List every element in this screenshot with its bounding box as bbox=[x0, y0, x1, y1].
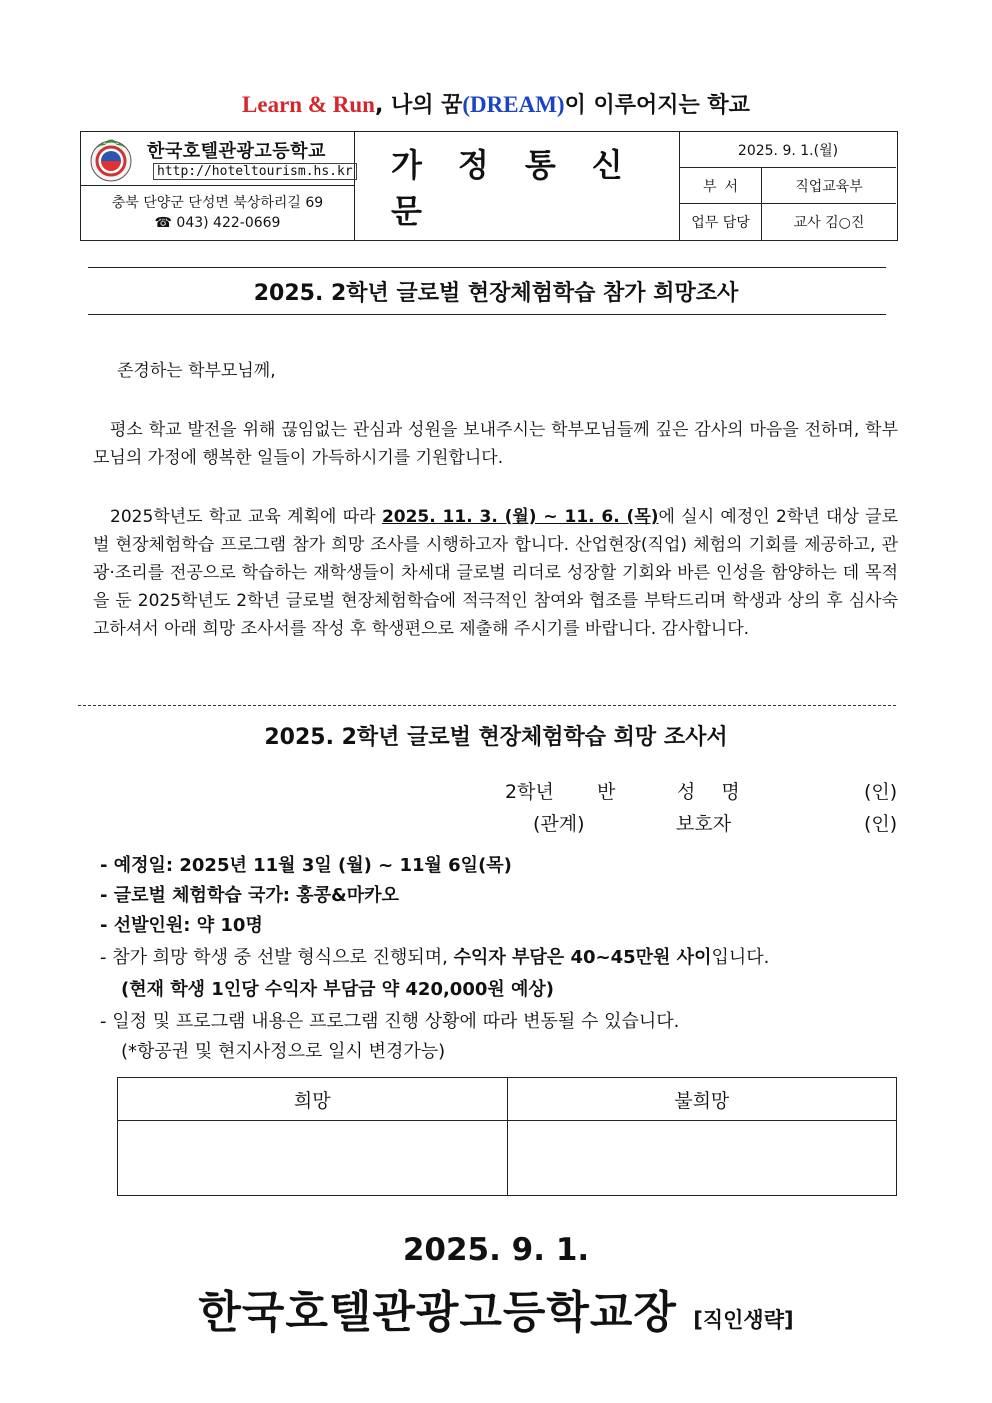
item-change: - 일정 및 프로그램 내용은 프로그램 진행 상황에 따라 변동될 수 있습니다. bbox=[100, 1011, 680, 1032]
department-value: 직업교육부 bbox=[762, 168, 896, 204]
staff-value: 교사 김○진 bbox=[793, 215, 865, 231]
item-cost-note bbox=[121, 976, 921, 1004]
form-relation: (관계) bbox=[533, 813, 585, 835]
item-quota-text: - 선발인원: 약 10명 bbox=[100, 915, 263, 936]
item-cost-post: 입니다. bbox=[711, 947, 770, 968]
paragraph-1: 평소 학교 발전을 위해 끊임없는 관심과 성원을 보내주시는 학부모님들께 깊은 감사의 마음을 전하며, 학부모님의 가정에 행복한 일들이 가득하시기를 기원합니다. bbox=[93, 420, 898, 468]
newsletter-title: 가정통신문 bbox=[355, 132, 680, 240]
greeting: 존경하는 학부모님께, bbox=[117, 361, 276, 381]
school-phone: ☎ 043) 422-0669 bbox=[154, 215, 281, 231]
form-guardian-seal: (인) bbox=[864, 813, 898, 835]
form-grade: 2학년 bbox=[505, 781, 554, 803]
footer-date: 2025. 9. 1. bbox=[402, 1232, 590, 1268]
item-quota bbox=[100, 912, 900, 940]
motto-dream: (DREAM) bbox=[462, 92, 565, 117]
item-country bbox=[100, 882, 900, 910]
letter-header bbox=[80, 131, 898, 241]
document-title: 2025. 2학년 글로벌 현장체험학습 참가 희망조사 bbox=[253, 281, 739, 306]
paragraph-2 bbox=[93, 503, 898, 643]
school-contact-cell bbox=[81, 186, 355, 240]
principal-title: 한국호텔관광고등학교장 bbox=[198, 1287, 677, 1338]
school-name: 한국호텔관광고등학교 bbox=[147, 141, 326, 162]
department-label: 부서 bbox=[680, 168, 762, 204]
title-top-rule bbox=[88, 267, 886, 268]
form-student-seal: (인) bbox=[864, 781, 898, 803]
motto-pre: 나의 꿈 bbox=[383, 93, 463, 118]
item-country-text: - 글로벌 체험학습 국가: 홍콩&마카오 bbox=[100, 885, 399, 906]
issue-date: 2025. 9. 1.(월) bbox=[680, 132, 896, 168]
title-bottom-rule bbox=[88, 314, 886, 315]
school-address: 충북 단양군 단성면 북상하리길 69 bbox=[111, 195, 324, 211]
form-title: 2025. 2학년 글로벌 현장체험학습 희망 조사서 bbox=[264, 725, 728, 750]
choice-no-box[interactable] bbox=[507, 1121, 897, 1196]
item-change-note: (*항공권 및 현지사정으로 일시 변경가능) bbox=[121, 1041, 446, 1062]
item-cost-bold: 수익자 부담은 40~45만원 사이 bbox=[453, 947, 712, 968]
choice-no-header: 불희망 bbox=[507, 1078, 897, 1121]
principal-signature bbox=[0, 1276, 992, 1340]
item-cost bbox=[100, 944, 900, 972]
staff-label: 업무 담당 bbox=[680, 204, 762, 240]
choice-yes-box[interactable] bbox=[118, 1121, 508, 1196]
form-class: 반 bbox=[597, 781, 616, 803]
motto-post: 이 이루어지는 학교 bbox=[564, 93, 750, 118]
item-cost-note-text: (현재 학생 1인당 수익자 부담금 약 420,000원 예상) bbox=[121, 979, 555, 1000]
choice-table bbox=[117, 1077, 897, 1196]
item-date bbox=[100, 852, 900, 880]
item-date-text: - 예정일: 2025년 11월 3일 (월) ~ 11월 6일(목) bbox=[100, 855, 512, 876]
paragraph-2-post: 에 실시 예정인 2학년 대상 글로벌 현장체험학습 프로그램 참가 희망 조사를 시행하고자 합니다. 산업현장(직업) 체험의 기회를 제공하고, 관광·조리를 전공으로 학습하는 재학생들이 차세대 글로벌 리더로 성장할 기회와 바른 인성을 함양하는 데 목적을 둔 2025학년도 2학년 글로벌 현장체험학습에 적극적인 참여와 협조를 부탁드리며 학생과 상의 후 심사숙고하셔서 아래 희망 조사서를 작성 후 학생편으로 제출해 주시기를 바랍니다. 감사합니다. bbox=[93, 507, 899, 639]
choice-yes-header: 희망 bbox=[118, 1078, 508, 1121]
cut-line bbox=[78, 705, 896, 706]
item-cost-pre: - 참가 희망 학생 중 선발 형식으로 진행되며, bbox=[100, 947, 454, 968]
school-url-link[interactable]: http://hoteltourism.hs.kr bbox=[153, 163, 357, 180]
form-name-label: 성 명 bbox=[677, 781, 750, 803]
seal-omitted-note: [직인생략] bbox=[693, 1308, 794, 1332]
motto-english: Learn & Run bbox=[242, 92, 375, 117]
motto-comma: , bbox=[374, 93, 384, 118]
school-emblem-icon bbox=[87, 136, 135, 182]
school-id-cell bbox=[81, 132, 355, 186]
event-period: 2025. 11. 3. (월) ~ 11. 6. (목) bbox=[381, 507, 659, 527]
form-guardian-label: 보호자 bbox=[676, 813, 732, 835]
paragraph-2-pre: 2025학년도 학교 교육 계획에 따라 bbox=[110, 507, 382, 527]
school-motto bbox=[0, 88, 992, 119]
